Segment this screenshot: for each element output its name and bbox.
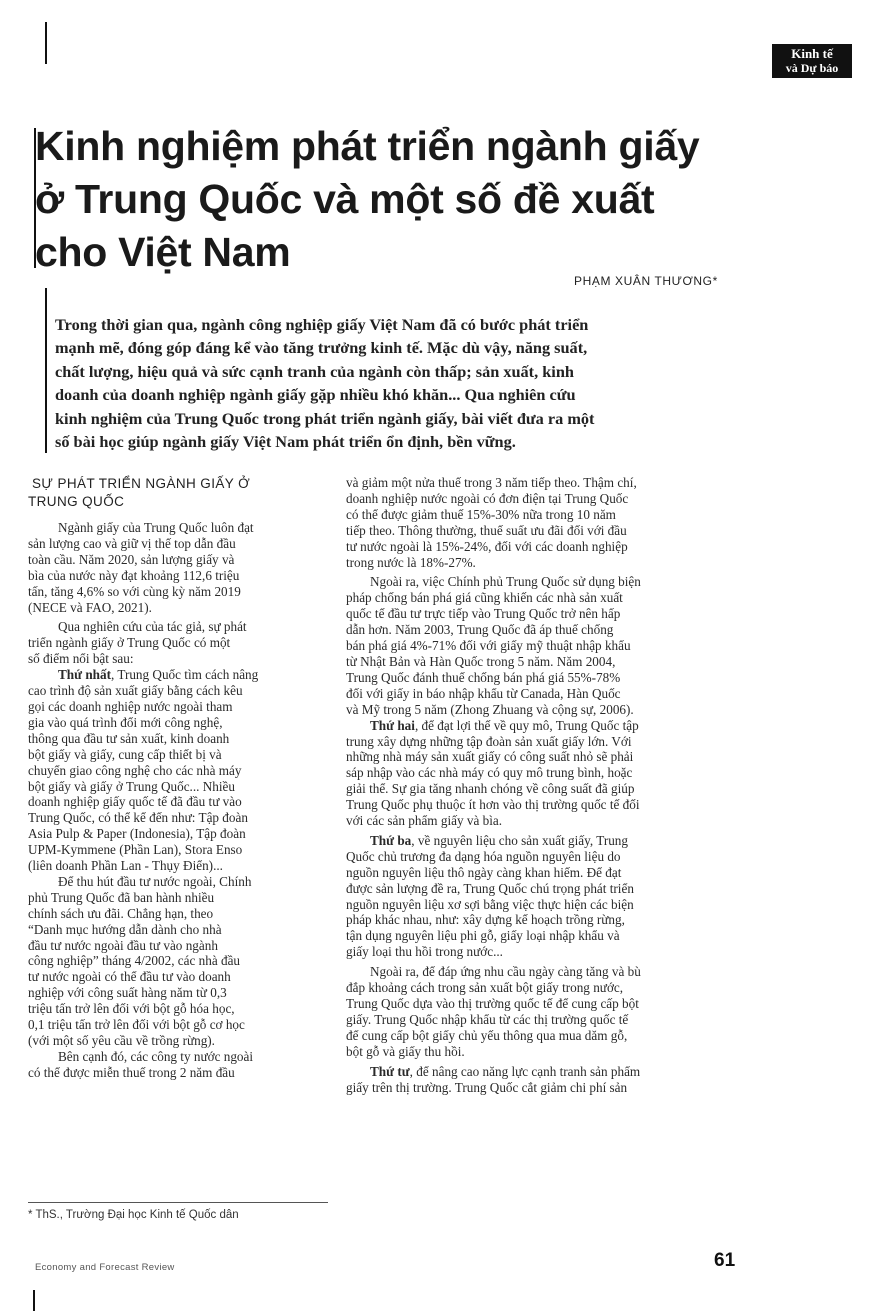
paragraph-line: Ngoài ra, việc Chính phủ Trung Quốc sử dụng biện — [370, 574, 641, 590]
abstract-line: số bài học giúp ngành giấy Việt Nam phát triển ổn định, bền vững. — [55, 432, 516, 452]
paragraph-line: Trung Quốc phụ thuộc ít hơn vào thị trường quốc tế đối — [346, 797, 640, 813]
right-column — [346, 475, 738, 1095]
paragraph-line: và Mỹ trong 5 năm (Zhong Zhuang và cộng sự, 2006). — [346, 701, 634, 717]
paragraph-line: những nhà máy sản xuất giấy có công suất nhỏ sẽ phải — [346, 749, 634, 765]
paragraph-line: bột gỗ và giấy thu hồi. — [346, 1043, 465, 1059]
paragraph-first-line — [346, 833, 738, 849]
paragraph-line: “Danh mục hướng dẫn dành cho nhà — [28, 921, 222, 937]
paragraph-line: Quốc chủ trương đa dạng hóa nguồn nguyên liệu do — [346, 848, 621, 864]
abstract-line: Trong thời gian qua, ngành công nghiệp giấy Việt Nam đã có bước phát triển — [55, 315, 589, 334]
section-heading-line: TRUNG QUỐC — [28, 494, 125, 509]
paragraph-line: bột giấy và giấy ở Trung Quốc... Nhiều — [28, 778, 235, 794]
paragraph-line: (liên doanh Phần Lan - Thụy Điển)... — [28, 858, 223, 874]
paragraph-line: Qua nghiên cứu của tác giả, sự phát — [58, 619, 247, 635]
paragraph-line: doanh nghiệp nước ngoài có đơn điện tại Trung Quốc — [346, 490, 629, 506]
author-name: PHẠM XUÂN THƯƠNG* — [574, 274, 718, 288]
paragraph-line: 0,1 triệu tấn trở lên đối với bột gỗ cơ học — [28, 1017, 245, 1033]
paragraph-line: tư nước ngoài là 15%-24%, đối với các doanh nghiệp — [346, 538, 628, 554]
journal-name: Economy and Forecast Review — [35, 1262, 175, 1273]
paragraph-line: chuyển giao công nghệ cho các nhà máy — [28, 762, 242, 778]
paragraph-line: pháp chống bán phá giá cũng khiến các nhà sản xuất — [346, 590, 623, 606]
paragraph-line: đắp khoảng cách trong sản xuất bột giấy trong nước, — [346, 980, 624, 996]
paragraph-line: trung xây dựng những tập đoàn sản xuất giấy lớn. Với — [346, 733, 632, 749]
paragraph-line: pháp khác nhau, như: xây dựng kế hoạch trồng rừng, — [346, 912, 625, 928]
paragraph-line: triển ngành giấy ở Trung Quốc có một — [28, 635, 231, 651]
paragraph-first-line — [28, 667, 328, 683]
paragraph-line: đầu tư nước ngoài đầu tư vào ngành — [28, 937, 218, 953]
paragraph-line: công nghiệp” tháng 4/2002, các nhà đầu — [28, 953, 241, 969]
paragraph-line: Trung Quốc dựa vào thị trường quốc tế để cung cấp bột — [346, 996, 639, 1011]
paragraph-line: sáp nhập vào các nhà máy có quy mô trung bình, hoặc — [346, 765, 633, 781]
paragraph-line: UPM-Kymmene (Phần Lan), Stora Enso — [28, 842, 243, 858]
paragraph-line: , để đạt lợi thế về quy mô, Trung Quốc tập — [414, 717, 639, 733]
margin-rule-abstract — [45, 288, 47, 453]
paragraph-line: trong nước là 18%-27%. — [346, 554, 476, 570]
title-line: cho Việt Nam — [35, 229, 291, 275]
paragraph-line: Ngoài ra, để đáp ứng nhu cầu ngày càng tăng và bù — [370, 964, 641, 980]
abstract-line: doanh của doanh nghiệp ngành giấy gặp nhiều khó khăn... Qua nghiên cứu — [55, 385, 576, 405]
paragraph-line: tận dụng nguyên liệu phi gỗ, giấy loại nhập khẩu và — [346, 928, 620, 944]
margin-rule-top — [45, 22, 47, 64]
paragraph-line: nghiệp với công suất hàng năm từ 0,3 — [28, 985, 227, 1001]
paragraph-line: để cung cấp bột giấy chủ yếu thông qua mua dăm gỗ, — [346, 1027, 628, 1043]
paragraph-line: (với một số yêu cầu về trồng rừng). — [28, 1033, 215, 1048]
paragraph-line: được sản lượng đề ra, Trung Quốc chú trọng phát triển — [346, 880, 634, 896]
paragraph-line: giấy trên thị trường. Trung Quốc cắt giảm chi phí sản — [346, 1079, 628, 1095]
paragraph-line: Trung Quốc đánh thuế chống bán phá giá 55%-78% — [346, 669, 621, 685]
journal-badge — [772, 44, 852, 78]
article-title — [35, 120, 755, 279]
paragraph-line: cao trình độ sản xuất giấy bằng cách kêu — [28, 683, 243, 699]
paragraph-line: phủ Trung Quốc đã ban hành nhiều — [28, 889, 215, 905]
section-heading-line: SỰ PHÁT TRIỂN NGÀNH GIẤY Ở — [32, 476, 251, 491]
emphasis: Thứ nhất — [58, 667, 111, 683]
paragraph-line: giấy loại thu hồi trong nước... — [346, 944, 503, 960]
title-line: ở Trung Quốc và một số đề xuất — [35, 176, 655, 222]
paragraph-line: với các sản phẩm giấy và bìa. — [346, 813, 503, 829]
abstract-line: chất lượng, hiệu quả và sức cạnh tranh của ngành còn thấp; sản xuất, kinh — [55, 361, 574, 381]
paragraph-line: quốc tế đầu tư trực tiếp vào Trung Quốc trở nên hấp — [346, 606, 621, 622]
abstract-line: mạnh mẽ, đóng góp đáng kể vào tăng trưởng kinh tế. Mặc dù vậy, năng suất, — [55, 338, 588, 358]
paragraph-line: đối với giấy in báo nhập khẩu từ Canada, Hàn Quốc — [346, 685, 621, 701]
paragraph-line: và giảm một nửa thuế trong 3 năm tiếp theo. Thậm chí, — [346, 475, 637, 490]
page-number: 61 — [714, 1250, 736, 1271]
paragraph-line: Bên cạnh đó, các công ty nước ngoài — [58, 1048, 254, 1064]
margin-rule-bottom — [33, 1290, 35, 1311]
paragraph-line: , về nguyên liệu cho sản xuất giấy, Trung — [411, 832, 628, 848]
paragraph-line: sản lượng cao và giữ vị thế top dẫn đầu — [28, 535, 236, 551]
paragraph-line: tư nước ngoài có thể đầu tư vào doanh — [28, 969, 231, 985]
left-column — [28, 475, 328, 1081]
title-line: Kinh nghiệm phát triển ngành giấy — [35, 123, 700, 169]
paragraph-line: giấy. Trung Quốc nhập khẩu từ các thị trường quốc tế — [346, 1011, 629, 1027]
abstract — [55, 313, 755, 453]
paragraph-line: bán phá giá 4%-71% đối với giấy mỹ thuật nhập khẩu — [346, 638, 631, 654]
paragraph-line: tiếp theo. Thông thường, thuế suất ưu đãi đối với đầu — [346, 522, 627, 538]
paragraph-line: dẫn hơn. Năm 2003, Trung Quốc đã áp thuế chống — [346, 622, 614, 638]
emphasis: Thứ tư — [370, 1063, 410, 1079]
paragraph-line: Ngành giấy của Trung Quốc luôn đạt — [58, 520, 254, 535]
paragraph-line: gọi các doanh nghiệp nước ngoài tham — [28, 698, 233, 714]
badge-line-1: Kinh tế — [791, 46, 833, 61]
paragraph-line: , để nâng cao năng lực cạnh tranh sản phẩm — [409, 1063, 641, 1079]
paragraph-line: chính sách ưu đãi. Chẳng hạn, theo — [28, 905, 214, 921]
badge-line-2: và Dự báo — [785, 61, 839, 75]
paragraph-line: bột giấy và giấy, cung cấp thiết bị và — [28, 746, 222, 762]
paragraph-line: nguồn nguyên liệu xơ sợi bằng việc thực hiện các biện — [346, 896, 634, 912]
paragraph-first-line — [346, 718, 738, 734]
paragraph-line: , Trung Quốc tìm cách nâng — [111, 667, 259, 683]
paragraph-line: doanh nghiệp giấy quốc tế đã đầu tư vào — [28, 794, 242, 810]
paragraph-line: Asia Pulp & Paper (Indonesia), Tập đoàn — [28, 826, 246, 842]
paragraph-line: Để thu hút đầu tư nước ngoài, Chính — [58, 873, 252, 889]
paragraph-line: toàn cầu. Năm 2020, sản lượng giấy và — [28, 551, 235, 567]
paragraph-line: Trung Quốc, có thể kể đến như: Tập đoàn — [28, 810, 248, 826]
footnote: * ThS., Trường Đại học Kinh tế Quốc dân — [28, 1209, 239, 1221]
paragraph-line: triệu tấn trở lên đối với bột gỗ hóa học, — [28, 1001, 235, 1017]
paragraph-line: gia vào quá trình đổi mới công nghệ, — [28, 714, 223, 730]
paragraph-line: số điểm nổi bật sau: — [28, 651, 134, 667]
paragraph-first-line — [346, 1064, 738, 1080]
emphasis: Thứ hai — [370, 717, 415, 733]
footnote-divider — [28, 1202, 328, 1203]
paragraph-line: (NECE và FAO, 2021). — [28, 599, 152, 615]
paragraph-line: thông qua đầu tư sản xuất, kinh doanh — [28, 730, 230, 746]
paragraph-line: tấn, tăng 4,6% so với cùng kỳ năm 2019 — [28, 583, 241, 599]
paragraph-line: bìa của nước này đạt khoảng 112,6 triệu — [28, 567, 240, 583]
paragraph-line: có thể được giảm thuế 15%-30% nữa trong 10 năm — [346, 506, 616, 522]
paragraph-line: nguồn nguyên liệu thô ngày càng khan hiếm. Để đạt — [346, 864, 622, 880]
abstract-line: kinh nghiệm của Trung Quốc trong phát triển ngành giấy, bài viết đưa ra một — [55, 408, 595, 428]
paragraph-line: có thể được miễn thuế trong 2 năm đầu — [28, 1064, 235, 1080]
paragraph-line: từ Nhật Bản và Hàn Quốc trong 5 năm. Năm 2004, — [346, 653, 616, 669]
paragraph-line: giải thể. Sự gia tăng nhanh chóng về công suất đã giúp — [346, 781, 635, 797]
emphasis: Thứ ba — [370, 832, 412, 848]
